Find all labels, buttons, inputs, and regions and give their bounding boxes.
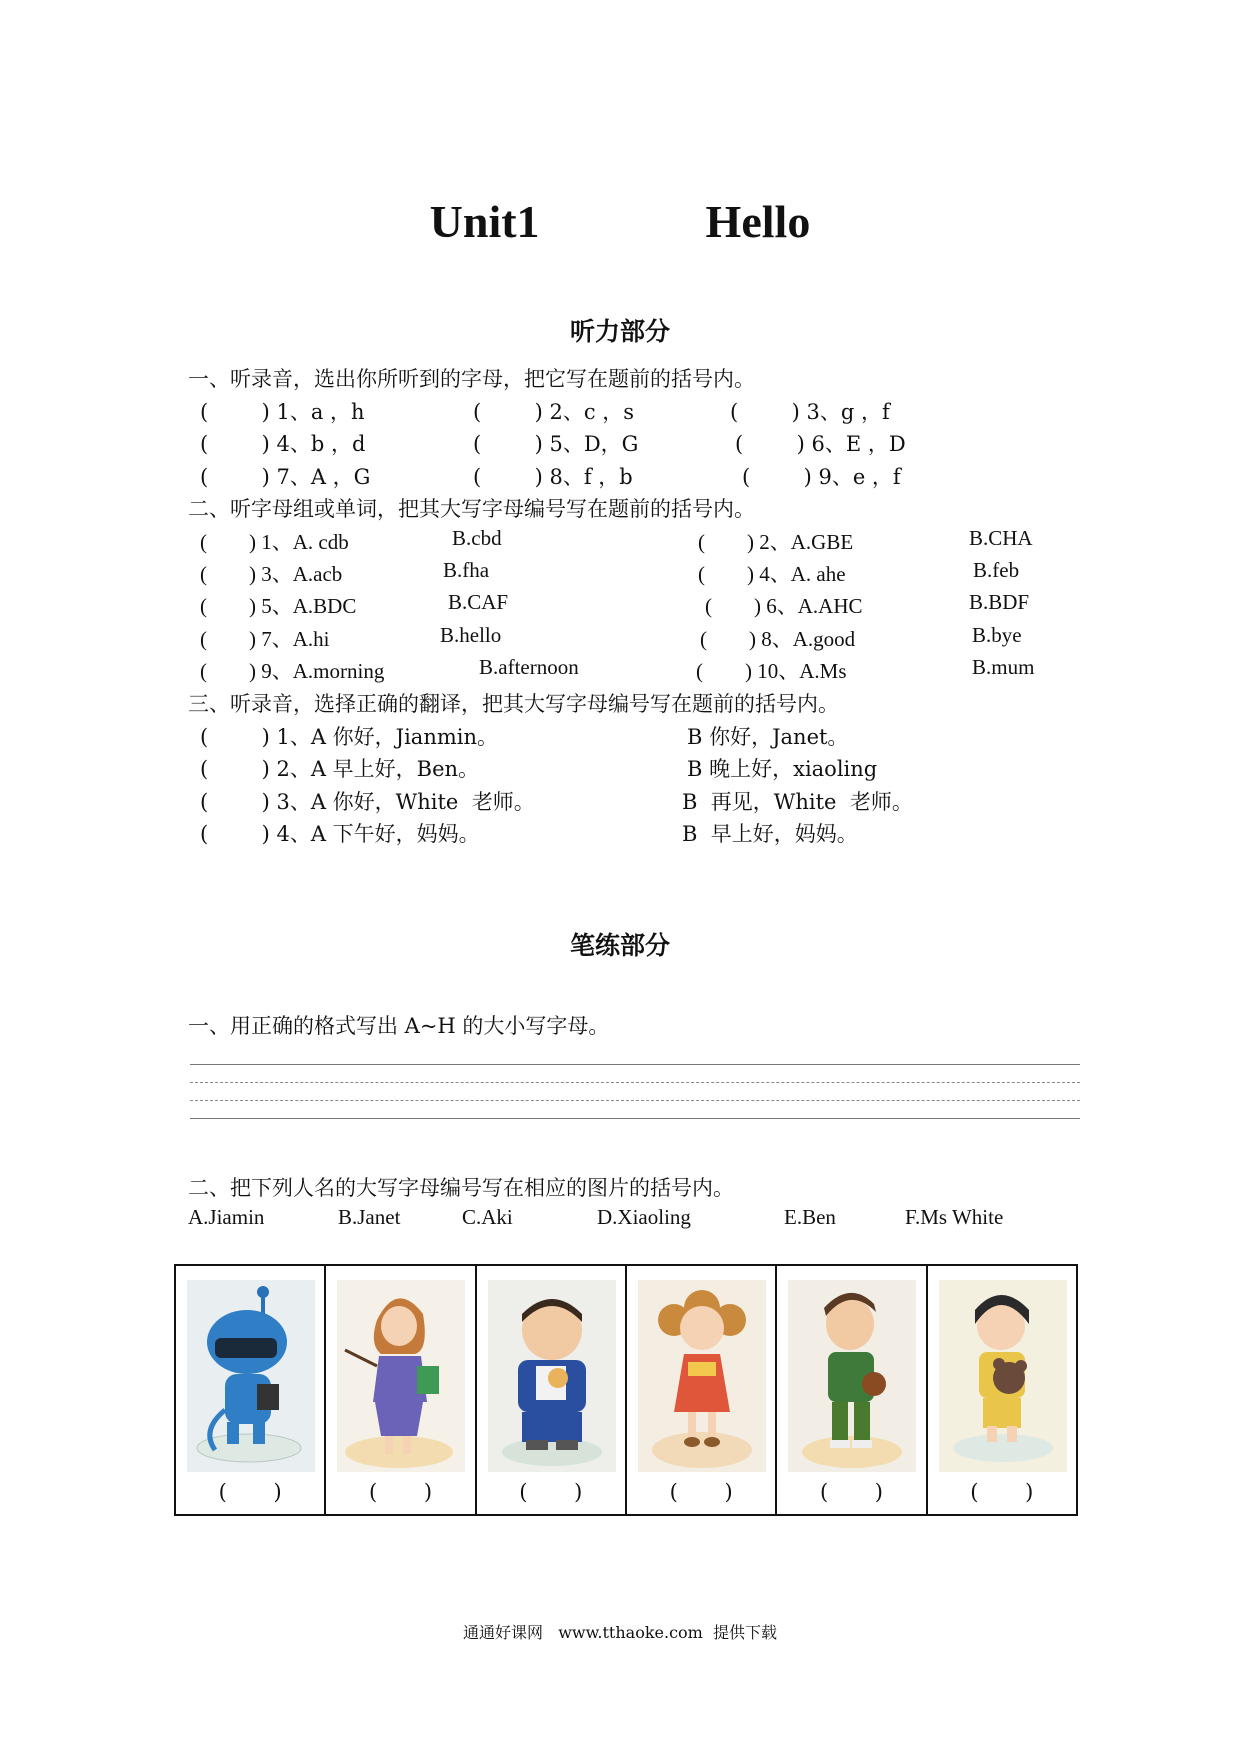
picture-cell: [175, 1265, 325, 1515]
writing-heading: 笔练部分: [569, 931, 670, 960]
s1-item: ( ) 6、E ，D: [735, 432, 906, 456]
picture-cell: [626, 1265, 776, 1515]
s2-item-a: ( ) 6、A.AHC: [705, 594, 863, 618]
woman-teacher-figure: [337, 1280, 465, 1472]
s2-item-b: B.CAF: [448, 590, 509, 614]
footer-text: 通通好课网 www.tthaoke.com 提供下载: [462, 1623, 778, 1642]
name-option: F.Ms White: [905, 1205, 1004, 1229]
answer-blank[interactable]: ( ): [669, 1480, 733, 1504]
picture-cell: [776, 1265, 926, 1515]
listening-s3-instruction: 三、听录音，选择正确的翻译，把其大写字母编号写在题前的括号内。: [188, 692, 839, 716]
name-option: E.Ben: [784, 1205, 836, 1229]
s3-option-a: ( ) 4、A 下午好，妈妈。: [200, 822, 480, 846]
s2-item-a: ( ) 1、A. cdb: [200, 530, 349, 554]
s2-item-b: B.CHA: [969, 526, 1033, 550]
s2-item-a: ( ) 5、A.BDC: [200, 594, 357, 618]
girl-curly-hair-figure: [638, 1280, 766, 1472]
name-option: C.Aki: [462, 1205, 513, 1229]
answer-blank[interactable]: ( ): [218, 1480, 282, 1504]
s2-item-a: ( ) 10、A.Ms: [696, 659, 847, 683]
s2-item-b: B.fha: [443, 558, 490, 582]
s3-option-a: ( ) 1、A 你好，Jianmin。: [200, 725, 498, 749]
picture-table: [174, 1264, 1078, 1516]
picture-cell: [476, 1265, 626, 1515]
girl-with-teddy-figure: [939, 1280, 1067, 1472]
s3-option-a: ( ) 2、A 早上好，Ben。: [200, 757, 480, 781]
s1-item: ( ) 9、e ，f: [742, 465, 901, 489]
s2-item-b: B.feb: [973, 558, 1020, 582]
s1-item: ( ) 2、c ，s: [473, 400, 635, 424]
name-option: A.Jiamin: [188, 1205, 265, 1229]
handwriting-lines[interactable]: [190, 1058, 1080, 1124]
s2-item-a: ( ) 3、A.acb: [200, 562, 343, 586]
name-option: D.Xiaoling: [597, 1205, 691, 1229]
blue-robot-figure: [187, 1280, 315, 1472]
s3-option-b: B 早上好，妈妈。: [682, 822, 858, 846]
s2-item-b: B.BDF: [969, 590, 1030, 614]
s1-item: ( ) 4、b ，d: [200, 432, 366, 456]
boy-green-outfit-figure: [788, 1280, 916, 1472]
s1-item: ( ) 1、a ，h: [200, 400, 365, 424]
answer-blank[interactable]: ( ): [970, 1480, 1034, 1504]
writing-s1-instruction: 一、用正确的格式写出 A~H 的大小写字母。: [188, 1014, 610, 1038]
writing-s2-instruction: 二、把下列人名的大写字母编号写在相应的图片的括号内。: [188, 1176, 734, 1200]
s1-item: ( ) 8、f ，b: [473, 465, 633, 489]
s2-item-a: ( ) 2、A.GBE: [698, 530, 854, 554]
s3-option-b: B 晚上好，xiaoling: [687, 757, 878, 781]
name-option: B.Janet: [338, 1205, 401, 1229]
s2-item-b: B.hello: [440, 623, 502, 647]
s1-item: ( ) 7、A ，G: [200, 465, 371, 489]
listening-heading: 听力部分: [569, 317, 670, 346]
answer-blank[interactable]: ( ): [819, 1480, 883, 1504]
s3-option-b: B 再见，White 老师。: [682, 790, 913, 814]
s2-item-b: B.mum: [972, 655, 1035, 679]
s2-item-b: B.afternoon: [479, 655, 579, 679]
s2-item-b: B.bye: [972, 623, 1022, 647]
s2-item-b: B.cbd: [452, 526, 502, 550]
answer-blank[interactable]: ( ): [519, 1480, 583, 1504]
page-title: Unit1 Hello: [429, 196, 811, 247]
s1-item: ( ) 3、g ，f: [730, 400, 890, 424]
s2-item-a: ( ) 4、A. ahe: [698, 562, 846, 586]
s1-item: ( ) 5、D，G: [473, 432, 639, 456]
s2-item-a: ( ) 9、A.morning: [200, 659, 385, 683]
s3-option-a: ( ) 3、A 你好，White 老师。: [200, 790, 535, 814]
listening-s1-instruction: 一、听录音，选出你所听到的字母，把它写在题前的括号内。: [188, 367, 755, 391]
boy-with-lollipop-figure: [488, 1280, 616, 1472]
picture-cell: [927, 1265, 1077, 1515]
s2-item-a: ( ) 8、A.good: [700, 627, 856, 651]
picture-cell: [325, 1265, 475, 1515]
answer-blank[interactable]: ( ): [368, 1480, 433, 1504]
listening-s2-instruction: 二、听字母组或单词，把其大写字母编号写在题前的括号内。: [188, 497, 755, 521]
s2-item-a: ( ) 7、A.hi: [200, 627, 330, 651]
s3-option-b: B 你好，Janet。: [687, 725, 849, 749]
